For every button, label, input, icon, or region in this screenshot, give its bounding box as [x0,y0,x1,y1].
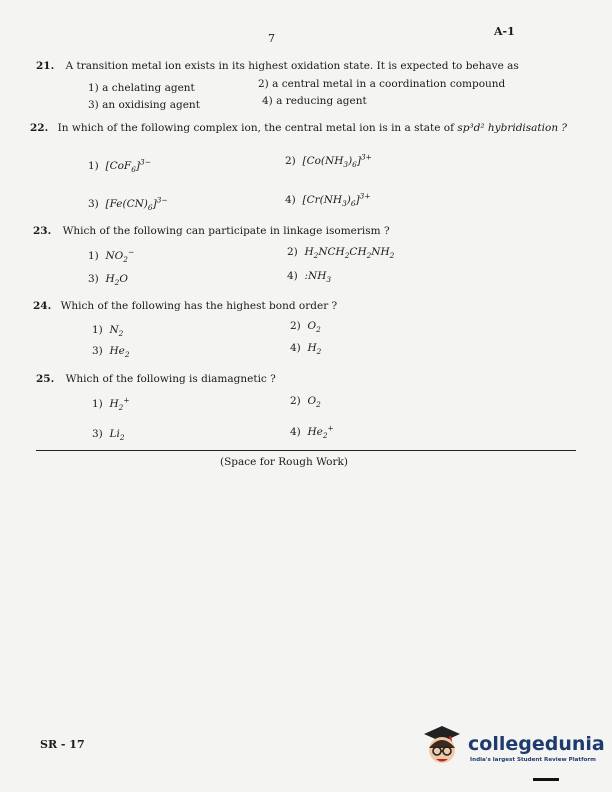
question-number: 22. [30,122,49,134]
page-number: 7 [268,32,275,45]
option-25-1: 1) $H_2^+$ [92,395,130,413]
footer-mark [533,778,559,781]
option-21-4: 4) a reducing agent [262,95,367,107]
question-24 [33,300,337,312]
question-number: 21. [36,60,55,72]
option-21-3: 3) an oxidising agent [88,99,200,111]
option-24-4: 4) $H_2$ [290,342,322,357]
mascot-icon [420,722,464,770]
question-text: Which of the following is diamagnetic ? [65,373,276,385]
question-number: 24. [33,300,52,312]
option-21-1: 1) a chelating agent [88,82,195,94]
paper-code: A-1 [494,25,515,38]
option-22-3: 3) $[Fe(CN)_6]^{3-}$ [88,195,168,213]
brand-tagline: India's largest Student Review Platform [470,757,596,763]
question-23 [33,225,390,237]
question-text: Which of the following has the highest bond order ? [60,300,338,312]
option-23-3: 3) $H_2O$ [88,273,128,288]
option-22-2: 2) $[Co(NH_3)_6]^{3+}$ [285,152,372,170]
rough-work-label: (Space for Rough Work) [220,456,348,468]
option-25-2: 2) $O_2$ [290,395,321,410]
option-24-1: 1) $N_2$ [92,324,124,339]
option-23-4: 4) $:NH_3$ [287,270,332,285]
option-21-2: 2) a central metal in a coordination compound [258,78,506,90]
option-22-4: 4) $[Cr(NH_3)_6]^{3+}$ [285,191,371,209]
hybridisation-text: sp³d² hybridisation ? [457,122,568,134]
option-25-4: 4) $He_2^+$ [290,423,334,441]
option-22-1: 1) $[CoF_6]^{3-}$ [88,157,151,175]
option-24-2: 2) $O_2$ [290,320,321,335]
option-23-2: 2) $H_2NCH_2CH_2NH_2$ [287,246,395,261]
brand-name: collegedunia [468,733,605,755]
divider-line [36,450,576,451]
question-21 [36,60,519,72]
option-24-3: 3) $He_2$ [92,345,130,360]
footer-code: SR - 17 [40,738,85,751]
question-25 [36,373,276,385]
question-text: A transition metal ion exists in its highest oxidation state. It is expected to behave as [65,60,519,72]
question-text: In which of the following complex ion, the central metal ion is in a state of [57,122,454,134]
option-25-3: 3) $Li_2$ [92,428,125,443]
question-number: 23. [33,225,52,237]
question-22 [30,122,567,134]
question-text: Which of the following can participate in linkage isomerism ? [62,225,390,237]
question-number: 25. [36,373,55,385]
option-23-1: 1) $NO_2^-$ [88,247,135,265]
